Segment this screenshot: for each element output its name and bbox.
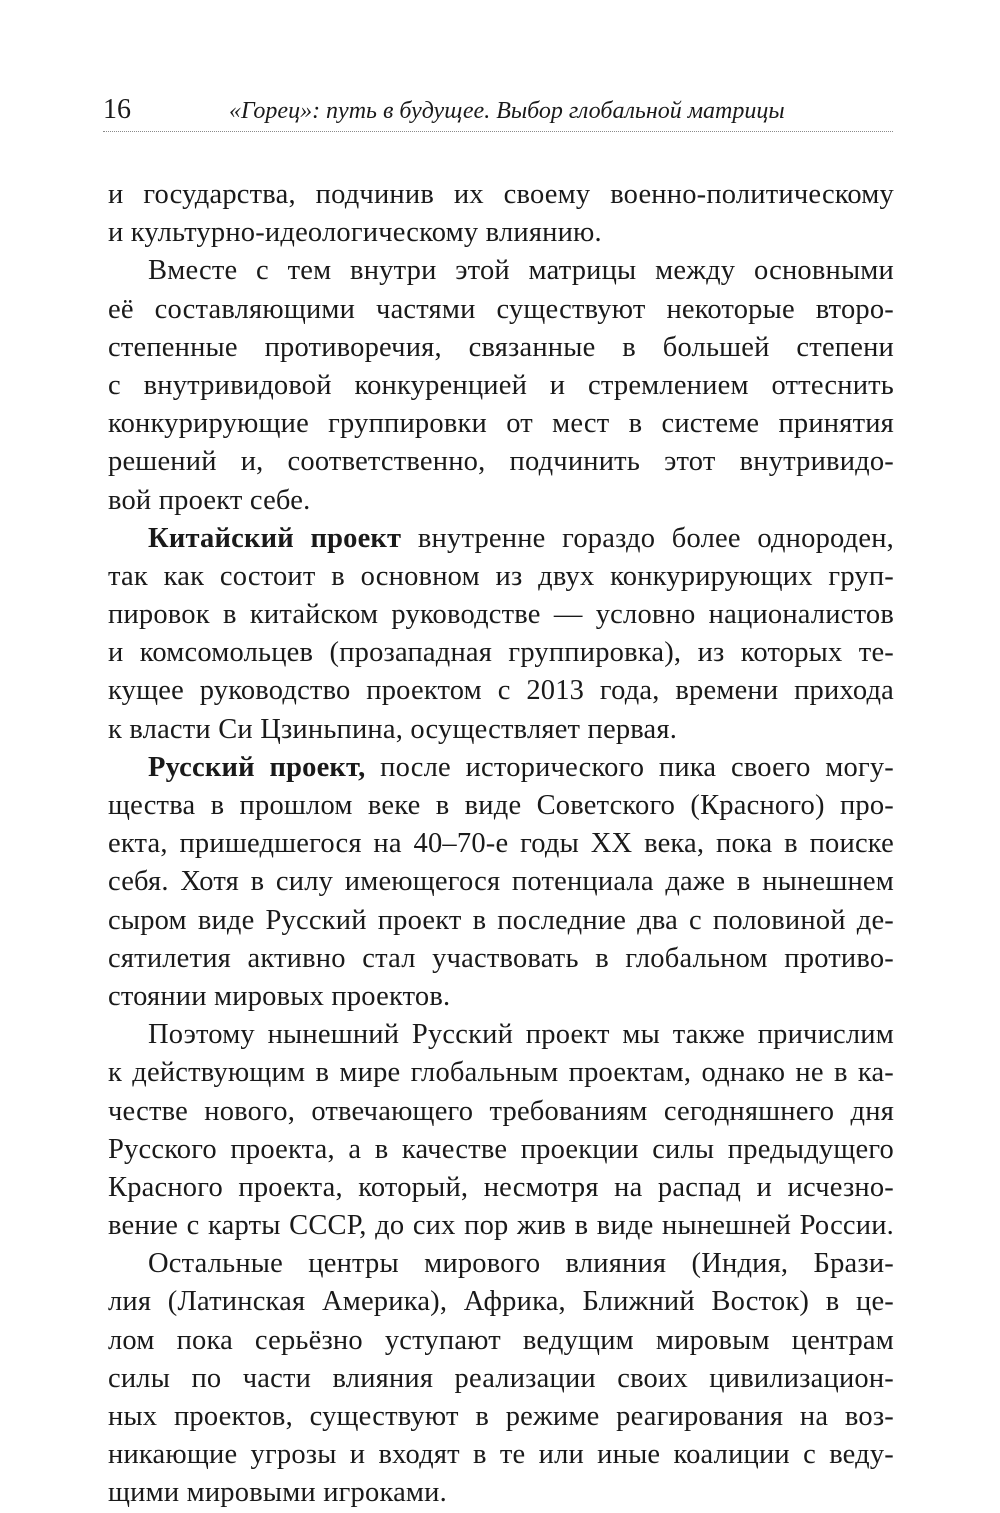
text-line: так как состоит в основном из двух конкурирующих груп- <box>108 560 894 592</box>
header-title: «Горец»: путь в будущее. Выбор глобальной матрицы <box>229 98 785 124</box>
text-line: лия (Латинская Америка), Африка, Ближний Восток) в це- <box>108 1286 894 1318</box>
body-text <box>108 176 894 1513</box>
text-line: щими мировыми игроками. <box>108 1477 447 1509</box>
text-line: Красного проекта, который, несмотря на распад и исчезно- <box>108 1171 894 1203</box>
text-line: себя. Хотя в силу имеющегося потенциала даже в нынешнем <box>108 866 894 898</box>
page-number: 16 <box>103 94 131 125</box>
text-line: Вместе с тем внутри этой матрицы между основными <box>148 255 894 287</box>
paragraph-chinese-project <box>108 520 894 749</box>
text-line: кущее руководство проектом с 2013 года, времени прихода <box>108 675 894 707</box>
text-line <box>108 749 894 787</box>
text-line: степенные противоречия, связанные в большей степени <box>108 331 894 363</box>
text-line: вой проект себе. <box>108 484 311 516</box>
text-line: стоянии мировых проектов. <box>108 980 451 1012</box>
text-line: сятилетия активно стал участвовать в глобальном противо- <box>108 942 894 974</box>
header-divider <box>103 131 893 132</box>
paragraph-russian-project <box>108 749 894 1016</box>
text-line: екта, пришедшегося на 40–70-е годы XX века, пока в поиске <box>108 828 894 860</box>
text-line: щества в прошлом веке в виде Советского (Красного) про- <box>108 790 894 821</box>
text-line: Русского проекта, а в качестве проекции силы предыдущего <box>108 1133 894 1165</box>
text-line: лом пока серьёзно уступают ведущим мировым центрам <box>108 1324 894 1356</box>
text-line: пировок в китайском руководстве — условно националистов <box>108 599 894 631</box>
paragraph <box>108 176 894 252</box>
paragraph <box>108 252 894 519</box>
paragraph <box>108 1245 894 1512</box>
bold-lead-term: Русский проект, <box>148 751 366 783</box>
text-line: силы по части влияния реализации своих цивилизацион- <box>108 1362 894 1394</box>
text-run: внутренне гораздо более однороден, <box>401 522 894 554</box>
text-line: решений и, соответственно, подчинить этот внутривидо- <box>108 446 894 478</box>
text-line: конкурирующие группировки от мест в системе принятия <box>108 408 894 440</box>
text-line: честве нового, отвечающего требованиям сегодняшнего дня <box>108 1095 894 1127</box>
text-line: Поэтому нынешний Русский проект мы также причислим <box>148 1019 894 1051</box>
bold-lead-term: Китайский проект <box>148 522 402 554</box>
text-line: и комсомольцев (прозападная группировка), из которых те- <box>108 637 894 669</box>
text-line <box>108 520 894 558</box>
running-header <box>103 86 893 136</box>
text-line: и государства, подчинив их своему военно-политическому <box>108 179 894 210</box>
text-line: Остальные центры мирового влияния (Индия, Брази- <box>148 1248 894 1280</box>
text-line: никающие угрозы и входят в те или иные коалиции с веду- <box>108 1439 894 1471</box>
text-line: к действующим в мире глобальным проектам, однако не в ка- <box>108 1057 894 1089</box>
text-run: после исторического пика своего могу- <box>365 751 894 783</box>
text-line: к власти Си Цзиньпина, осуществляет первая. <box>108 713 678 745</box>
text-line: вение с карты СССР, до сих пор жив в виде нынешней России. <box>108 1210 894 1242</box>
text-line: и культурно-идеологическому влиянию. <box>108 217 602 249</box>
text-line: ных проектов, существуют в режиме реагирования на воз- <box>108 1401 894 1432</box>
text-line: сыром виде Русский проект в последние два с половиной де- <box>108 904 894 936</box>
text-line: её составляющими частями существуют некоторые второ- <box>108 293 894 325</box>
paragraph <box>108 1016 894 1245</box>
text-line: с внутривидовой конкуренцией и стремлением оттеснить <box>108 369 894 401</box>
